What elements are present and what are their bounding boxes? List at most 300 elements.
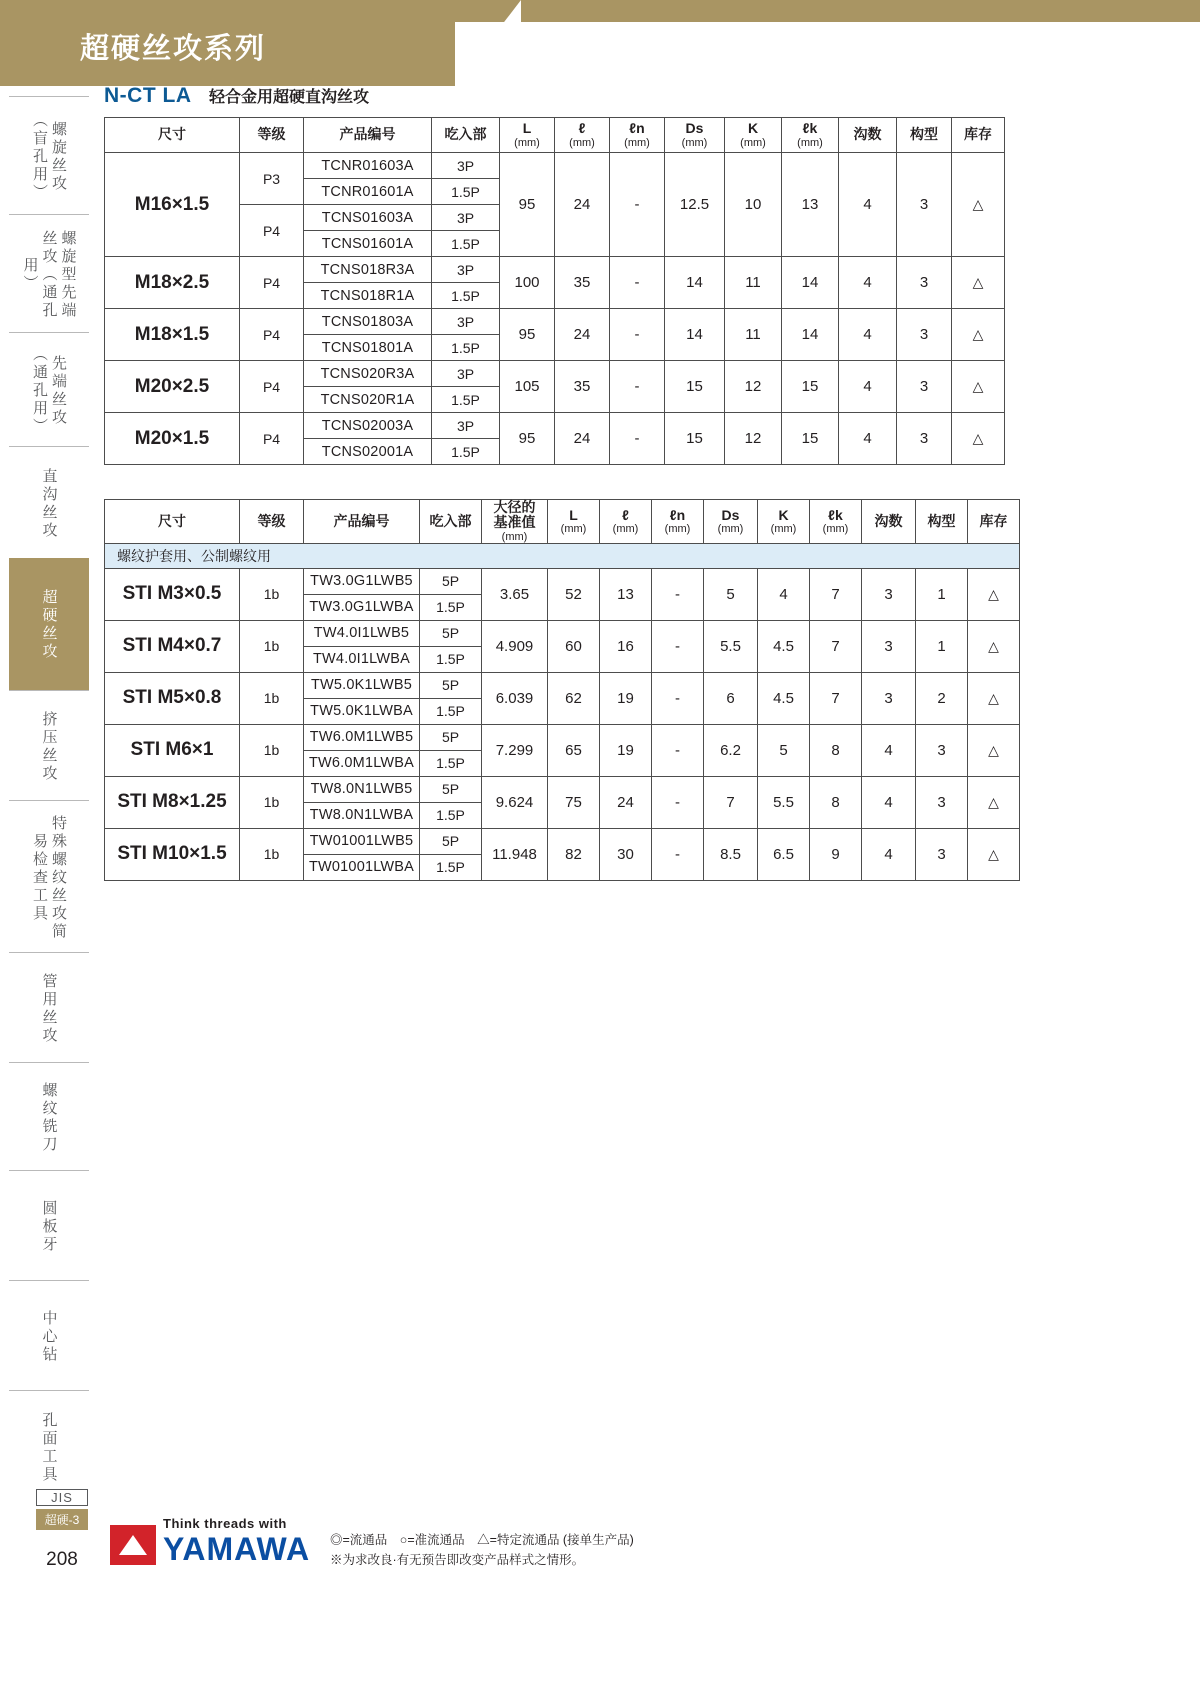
- cell-grade: P4: [240, 309, 304, 361]
- cell-flutes: 3: [862, 620, 916, 672]
- col-header-1: [240, 118, 304, 153]
- cell-bite: 3P: [432, 413, 500, 439]
- col-header-0: [105, 500, 240, 544]
- cell-bite: 1.5P: [420, 750, 482, 776]
- col-header-label: 沟数: [874, 512, 903, 529]
- cell-bite: 5P: [420, 620, 482, 646]
- cell-lk: 8: [810, 776, 862, 828]
- col-header-label: ℓk: [802, 120, 818, 137]
- cell-product: TW5.0K1LWB5: [304, 672, 420, 698]
- col-header-unit: (mm): [569, 136, 595, 149]
- cell-major-diameter: 11.948: [482, 828, 548, 880]
- cell-lk: 14: [782, 257, 839, 309]
- cell-l: 24: [600, 776, 652, 828]
- col-header-11: [862, 500, 916, 544]
- cell-product: TCNS01601A: [304, 231, 432, 257]
- table-row: [105, 309, 1005, 335]
- cell-product: TW4.0I1LWBA: [304, 646, 420, 672]
- cell-l: 13: [600, 568, 652, 620]
- cell-ln: -: [652, 672, 704, 724]
- table-row: [105, 776, 1020, 802]
- cell-product: TW3.0G1LWBA: [304, 594, 420, 620]
- cell-size: M20×1.5: [105, 413, 240, 465]
- cell-product: TW4.0I1LWB5: [304, 620, 420, 646]
- cell-L: 105: [500, 361, 555, 413]
- cell-flutes: 4: [839, 361, 897, 413]
- sidebar-item-label: 管用丝攻: [40, 973, 58, 1045]
- table2-header-row: [105, 500, 1020, 544]
- jis-badge: [36, 1489, 88, 1530]
- cell-ln: -: [652, 828, 704, 880]
- logo-tagline: Think threads with: [163, 1516, 287, 1531]
- cell-Ds: 15: [665, 361, 725, 413]
- cell-product: TW8.0N1LWB5: [304, 776, 420, 802]
- cell-ln: -: [652, 724, 704, 776]
- cell-flutes: 4: [839, 413, 897, 465]
- sidebar-item-label: 超硬丝攻: [40, 589, 58, 661]
- cell-grade: 1b: [240, 828, 304, 880]
- col-header-label: ℓ: [622, 506, 629, 523]
- cell-l: 16: [600, 620, 652, 672]
- cell-config: 3: [897, 309, 952, 361]
- sidebar-item-7[interactable]: [9, 952, 89, 1062]
- cell-bite: 1.5P: [432, 387, 500, 413]
- cell-config: 3: [897, 413, 952, 465]
- col-header-label: ℓn: [669, 506, 686, 523]
- sidebar-item-11[interactable]: [9, 1390, 89, 1502]
- cell-flutes: 4: [862, 776, 916, 828]
- cell-product: TCNS02001A: [304, 439, 432, 465]
- cell-L: 52: [548, 568, 600, 620]
- col-header-4: [482, 500, 548, 544]
- cell-stock: △: [952, 257, 1005, 309]
- cell-config: 3: [897, 257, 952, 309]
- logo-text: [163, 1517, 310, 1565]
- cell-config: 3: [916, 776, 968, 828]
- cell-Ds: 14: [665, 309, 725, 361]
- cell-ln: -: [610, 413, 665, 465]
- cell-L: 95: [500, 309, 555, 361]
- cell-bite: 1.5P: [420, 854, 482, 880]
- cell-bite: 5P: [420, 568, 482, 594]
- col-header-9: [782, 118, 839, 153]
- cell-stock: △: [968, 828, 1020, 880]
- sidebar-item-9[interactable]: [9, 1170, 89, 1280]
- cell-L: 95: [500, 413, 555, 465]
- cell-config: 3: [916, 724, 968, 776]
- cell-product: TCNS020R1A: [304, 387, 432, 413]
- col-header-10: [839, 118, 897, 153]
- col-header-8: [725, 118, 782, 153]
- spec-table-sti: [104, 499, 1020, 881]
- cell-stock: △: [952, 413, 1005, 465]
- col-header-label: ℓn: [629, 120, 645, 137]
- col-header-5: [555, 118, 610, 153]
- col-header-unit: (mm): [740, 136, 766, 149]
- col-header-label: 吃入部: [444, 126, 487, 143]
- col-header-label: 尺寸: [158, 126, 186, 143]
- cell-product: TW01001LWBA: [304, 854, 420, 880]
- cell-grade: P4: [240, 413, 304, 465]
- sidebar-item-label: 螺旋型先端丝攻（通孔用）: [21, 230, 77, 320]
- col-header-label: K: [747, 120, 759, 137]
- table-row: [105, 361, 1005, 387]
- col-header-label: K: [778, 506, 789, 523]
- col-header-unit: (mm): [797, 136, 823, 149]
- cell-Ds: 6.2: [704, 724, 758, 776]
- cell-lk: 7: [810, 620, 862, 672]
- cell-size: STI M3×0.5: [105, 568, 240, 620]
- table-row: [105, 153, 1005, 179]
- sidebar-item-4[interactable]: [9, 558, 89, 690]
- col-header-13: [968, 500, 1020, 544]
- cell-flutes: 4: [839, 153, 897, 257]
- col-header-label: Ds: [721, 506, 740, 523]
- cell-grade: 1b: [240, 776, 304, 828]
- sidebar-item-label: 圆板牙: [40, 1200, 58, 1254]
- col-header-11: [897, 118, 952, 153]
- table-row: [105, 568, 1020, 594]
- cell-size: M18×2.5: [105, 257, 240, 309]
- cell-size: STI M6×1: [105, 724, 240, 776]
- cell-ln: -: [610, 257, 665, 309]
- sidebar-item-3[interactable]: [9, 446, 89, 558]
- cell-product: TCNS01603A: [304, 205, 432, 231]
- col-header-unit: (mm): [664, 523, 691, 536]
- table1-body: [105, 153, 1005, 465]
- cell-Ds: 5: [704, 568, 758, 620]
- series-heading: [104, 84, 1009, 108]
- sidebar-item-label: 特殊螺纹丝攻简易检查工具: [31, 815, 67, 941]
- cell-product: TCNS018R3A: [304, 257, 432, 283]
- cell-ln: -: [652, 620, 704, 672]
- col-header-unit: (mm): [560, 523, 587, 536]
- col-header-label: 产品编号: [339, 126, 396, 143]
- cell-K: 4: [758, 568, 810, 620]
- col-header-unit: (mm): [612, 523, 639, 536]
- cell-size: STI M5×0.8: [105, 672, 240, 724]
- cell-major-diameter: 7.299: [482, 724, 548, 776]
- table-row: [105, 828, 1020, 854]
- cell-K: 10: [725, 153, 782, 257]
- cell-K: 11: [725, 257, 782, 309]
- section-row: [105, 543, 1020, 568]
- table2-head: [105, 500, 1020, 544]
- cell-L: 60: [548, 620, 600, 672]
- sidebar-item-1[interactable]: [9, 214, 89, 332]
- cell-K: 5.5: [758, 776, 810, 828]
- table-row: [105, 413, 1005, 439]
- col-header-label: 等级: [257, 126, 286, 143]
- col-header-label: 库存: [964, 126, 992, 143]
- series-code: N-CT LA: [104, 84, 192, 107]
- sidebar-item-8[interactable]: [9, 1062, 89, 1170]
- sidebar-item-2[interactable]: [9, 332, 89, 446]
- cell-flutes: 4: [862, 724, 916, 776]
- cell-L: 65: [548, 724, 600, 776]
- table-row: [105, 724, 1020, 750]
- cell-stock: △: [952, 153, 1005, 257]
- col-header-label: ℓk: [828, 506, 843, 523]
- cell-major-diameter: 9.624: [482, 776, 548, 828]
- cell-flutes: 4: [839, 257, 897, 309]
- cell-l: 19: [600, 724, 652, 776]
- cell-grade: P4: [240, 361, 304, 413]
- cell-product: TW8.0N1LWBA: [304, 802, 420, 828]
- col-header-label: 吃入部: [429, 512, 472, 529]
- table1-head: [105, 118, 1005, 153]
- cell-Ds: 12.5: [665, 153, 725, 257]
- cell-size: STI M4×0.7: [105, 620, 240, 672]
- col-header-label: 大径的 基准值: [493, 499, 536, 531]
- sidebar-item-5[interactable]: [9, 690, 89, 800]
- col-header-2: [304, 118, 432, 153]
- cell-lk: 8: [810, 724, 862, 776]
- col-header-unit: (mm): [501, 530, 528, 543]
- sidebar-item-label: 直沟丝攻: [40, 468, 58, 540]
- cell-Ds: 8.5: [704, 828, 758, 880]
- sidebar-item-label: 先端丝攻（通孔用）: [31, 346, 67, 436]
- col-header-12: [916, 500, 968, 544]
- cell-flutes: 3: [862, 672, 916, 724]
- cell-bite: 1.5P: [432, 335, 500, 361]
- sidebar-item-label: 中心钻: [40, 1310, 58, 1364]
- jis-label: JIS: [36, 1489, 88, 1506]
- cell-product: TCNS02003A: [304, 413, 432, 439]
- col-header-6: [600, 500, 652, 544]
- col-header-unit: (mm): [514, 136, 540, 149]
- cell-config: 3: [897, 361, 952, 413]
- cell-Ds: 15: [665, 413, 725, 465]
- cell-Ds: 5.5: [704, 620, 758, 672]
- cell-bite: 3P: [432, 153, 500, 179]
- cell-l: 35: [555, 361, 610, 413]
- table-row: [105, 257, 1005, 283]
- cell-size: M18×1.5: [105, 309, 240, 361]
- cell-flutes: 4: [862, 828, 916, 880]
- col-header-1: [240, 500, 304, 544]
- cell-bite: 1.5P: [420, 802, 482, 828]
- table-row: [105, 672, 1020, 698]
- cell-K: 6.5: [758, 828, 810, 880]
- cell-L: 95: [500, 153, 555, 257]
- cell-stock: △: [968, 776, 1020, 828]
- cell-config: 2: [916, 672, 968, 724]
- logo-brand: YAMAWA: [163, 1531, 311, 1567]
- cell-flutes: 3: [862, 568, 916, 620]
- col-header-7: [665, 118, 725, 153]
- col-header-label: L: [569, 506, 578, 523]
- col-header-unit: (mm): [770, 523, 797, 536]
- col-header-label: 库存: [979, 512, 1008, 529]
- cell-product: TCNS01803A: [304, 309, 432, 335]
- cell-product: TCNR01603A: [304, 153, 432, 179]
- cell-config: 1: [916, 620, 968, 672]
- cell-product: TW6.0M1LWBA: [304, 750, 420, 776]
- col-header-3: [432, 118, 500, 153]
- cell-stock: △: [952, 361, 1005, 413]
- category-label: 超硬-3: [36, 1509, 88, 1530]
- cell-config: 3: [916, 828, 968, 880]
- cell-major-diameter: 6.039: [482, 672, 548, 724]
- cell-ln: -: [610, 153, 665, 257]
- cell-lk: 7: [810, 568, 862, 620]
- cell-l: 35: [555, 257, 610, 309]
- cell-size: STI M10×1.5: [105, 828, 240, 880]
- cell-Ds: 7: [704, 776, 758, 828]
- cell-product: TW01001LWB5: [304, 828, 420, 854]
- cell-L: 62: [548, 672, 600, 724]
- col-header-6: [610, 118, 665, 153]
- cell-stock: △: [952, 309, 1005, 361]
- cell-flutes: 4: [839, 309, 897, 361]
- main-content: [104, 84, 1009, 881]
- cell-product: TCNS020R3A: [304, 361, 432, 387]
- cell-bite: 1.5P: [432, 439, 500, 465]
- col-header-label: 产品编号: [333, 512, 390, 529]
- cell-bite: 1.5P: [420, 698, 482, 724]
- cell-bite: 3P: [432, 257, 500, 283]
- cell-bite: 1.5P: [432, 179, 500, 205]
- col-header-unit: (mm): [822, 523, 849, 536]
- page-number: 208: [46, 1549, 78, 1570]
- cell-K: 11: [725, 309, 782, 361]
- cell-l: 24: [555, 413, 610, 465]
- cell-L: 75: [548, 776, 600, 828]
- col-header-0: [105, 118, 240, 153]
- cell-size: M20×2.5: [105, 361, 240, 413]
- col-header-label: 构型: [927, 512, 956, 529]
- cell-grade: 1b: [240, 620, 304, 672]
- legend-line-2: ※为求改良·有无预告即改变产品样式之情形。: [330, 1553, 585, 1567]
- col-header-label: 沟数: [853, 126, 882, 143]
- cell-bite: 3P: [432, 309, 500, 335]
- cell-major-diameter: 3.65: [482, 568, 548, 620]
- cell-product: TCNR01601A: [304, 179, 432, 205]
- col-header-12: [952, 118, 1005, 153]
- col-header-10: [810, 500, 862, 544]
- cell-ln: -: [652, 568, 704, 620]
- cell-grade: 1b: [240, 724, 304, 776]
- table2-body: [105, 543, 1020, 880]
- cell-product: TCNS018R1A: [304, 283, 432, 309]
- cell-size: M16×1.5: [105, 153, 240, 257]
- spec-table-metric: [104, 117, 1005, 465]
- cell-l: 24: [555, 309, 610, 361]
- col-header-2: [304, 500, 420, 544]
- table1-header-row: [105, 118, 1005, 153]
- cell-size: STI M8×1.25: [105, 776, 240, 828]
- cell-lk: 15: [782, 413, 839, 465]
- cell-product: TCNS01801A: [304, 335, 432, 361]
- col-header-unit: (mm): [717, 523, 744, 536]
- sidebar-item-10[interactable]: [9, 1280, 89, 1390]
- col-header-7: [652, 500, 704, 544]
- cell-l: 19: [600, 672, 652, 724]
- cell-bite: 1.5P: [432, 231, 500, 257]
- sidebar: [9, 96, 89, 1576]
- cell-lk: 9: [810, 828, 862, 880]
- cell-bite: 1.5P: [420, 646, 482, 672]
- legend-line-1: ◎=流通品 ○=准流通品 △=特定流通品 (接单生产品): [330, 1533, 634, 1547]
- header-band-top: [420, 0, 1200, 22]
- cell-product: TW5.0K1LWBA: [304, 698, 420, 724]
- cell-bite: 5P: [420, 724, 482, 750]
- cell-Ds: 6: [704, 672, 758, 724]
- cell-grade: 1b: [240, 568, 304, 620]
- cell-bite: 5P: [420, 828, 482, 854]
- col-header-3: [420, 500, 482, 544]
- col-header-9: [758, 500, 810, 544]
- sidebar-item-6[interactable]: [9, 800, 89, 952]
- cell-lk: 7: [810, 672, 862, 724]
- cell-Ds: 14: [665, 257, 725, 309]
- sidebar-item-label: 螺旋丝攻（盲孔用）: [31, 112, 67, 202]
- company-logo: [110, 1516, 311, 1567]
- cell-bite: 5P: [420, 672, 482, 698]
- cell-stock: △: [968, 568, 1020, 620]
- cell-l: 30: [600, 828, 652, 880]
- cell-config: 1: [916, 568, 968, 620]
- cell-config: 3: [897, 153, 952, 257]
- cell-K: 4.5: [758, 620, 810, 672]
- cell-bite: 3P: [432, 205, 500, 231]
- table-row: [105, 620, 1020, 646]
- col-header-5: [548, 500, 600, 544]
- cell-major-diameter: 4.909: [482, 620, 548, 672]
- cell-ln: -: [652, 776, 704, 828]
- cell-bite: 3P: [432, 361, 500, 387]
- cell-K: 12: [725, 361, 782, 413]
- col-header-label: ℓ: [578, 120, 586, 137]
- cell-L: 100: [500, 257, 555, 309]
- col-header-unit: (mm): [624, 136, 650, 149]
- col-header-label: L: [522, 120, 532, 137]
- legend: [330, 1530, 634, 1570]
- cell-L: 82: [548, 828, 600, 880]
- cell-stock: △: [968, 620, 1020, 672]
- col-header-unit: (mm): [681, 136, 708, 149]
- cell-bite: 1.5P: [420, 594, 482, 620]
- cell-lk: 14: [782, 309, 839, 361]
- cell-lk: 13: [782, 153, 839, 257]
- sidebar-item-0[interactable]: [9, 96, 89, 214]
- cell-K: 5: [758, 724, 810, 776]
- col-header-label: 构型: [910, 126, 938, 143]
- cell-bite: 5P: [420, 776, 482, 802]
- cell-stock: △: [968, 672, 1020, 724]
- cell-stock: △: [968, 724, 1020, 776]
- col-header-label: Ds: [685, 120, 704, 137]
- cell-bite: 1.5P: [432, 283, 500, 309]
- section-label: 螺纹护套用、公制螺纹用: [105, 543, 1020, 568]
- col-header-label: 等级: [257, 512, 286, 529]
- page-title: 超硬丝攻系列: [80, 33, 267, 65]
- cell-K: 4.5: [758, 672, 810, 724]
- col-header-label: 尺寸: [158, 512, 186, 529]
- sidebar-item-label: 螺纹铣刀: [40, 1082, 58, 1154]
- sidebar-item-label: 孔面工具: [40, 1412, 58, 1484]
- col-header-4: [500, 118, 555, 153]
- series-description: 轻合金用超硬直沟丝攻: [209, 89, 370, 106]
- cell-grade: P4: [240, 205, 304, 257]
- page-header: [0, 0, 1200, 86]
- cell-lk: 15: [782, 361, 839, 413]
- cell-l: 24: [555, 153, 610, 257]
- cell-ln: -: [610, 361, 665, 413]
- cell-grade: P4: [240, 257, 304, 309]
- col-header-8: [704, 500, 758, 544]
